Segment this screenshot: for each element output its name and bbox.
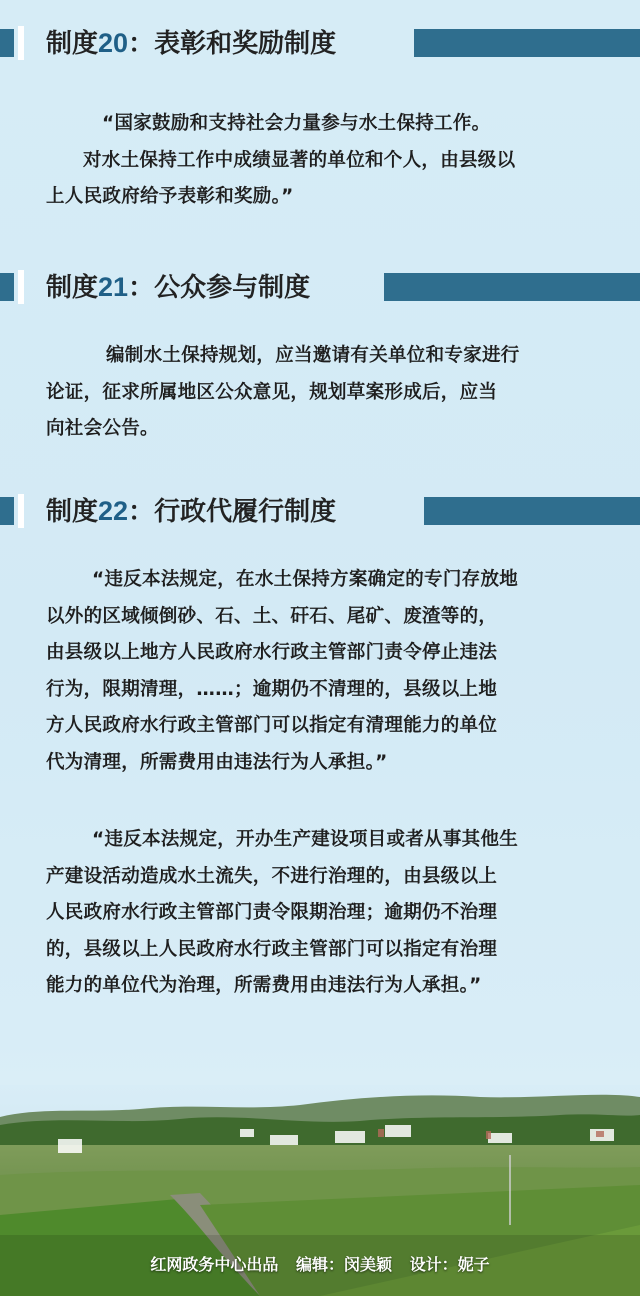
heading-bar-left: [0, 29, 14, 57]
footer-producer: 红网政务中心出品: [150, 1255, 279, 1274]
section-20-title: 制度20：表彰和奖励制度: [46, 28, 337, 59]
section-22-title: 制度22：行政代履行制度: [46, 496, 337, 527]
section-22-paragraph-1: [46, 562, 594, 781]
text-line: 产建设活动造成水土流失，不进行治理的，由县级以上: [46, 865, 498, 887]
text-line: 的，县级以上人民政府水行政主管部门可以指定有治理: [46, 938, 498, 960]
text-line: 行为，限期清理，……；逾期仍不清理的，县级以上地: [46, 678, 498, 700]
heading-bar-left: [0, 273, 14, 301]
footer-editor: 编辑：闵美颖: [295, 1255, 392, 1274]
section-21-text: [46, 338, 594, 448]
text-line: 上人民政府给予表彰和奖励。”: [46, 186, 294, 207]
text-line: 以外的区域倾倒砂、石、土、矸石、尾矿、废渣等的，: [46, 605, 498, 627]
text-line: 向社会公告。: [46, 418, 159, 439]
section-20-text: [46, 106, 594, 216]
heading-bar-divider: [18, 270, 24, 304]
text-line: 人民政府水行政主管部门责令限期治理；逾期仍不治理: [46, 902, 498, 923]
footer-designer: 设计：妮子: [409, 1255, 490, 1274]
heading-bar-right: [414, 29, 640, 57]
section-21-title: 制度21：公众参与制度: [46, 272, 311, 303]
text-line: 能力的单位代为治理，所需费用由违法行为人承担。”: [46, 975, 482, 996]
text-line: 编制水土保持规划，应当邀请有关单位和专家进行: [106, 345, 520, 366]
text-line: “国家鼓励和支持社会力量参与水土保持工作。: [102, 113, 491, 134]
text-line: 方人民政府水行政主管部门可以指定有清理能力的单位: [46, 715, 498, 736]
heading-bar-divider: [18, 26, 24, 60]
text-line: “违反本法规定，在水土保持方案确定的专门存放地: [92, 569, 519, 590]
heading-bar-divider: [18, 494, 24, 528]
text-line: 论证，征求所属地区公众意见，规划草案形成后，应当: [46, 381, 498, 403]
text-line: 对水土保持工作中成绩显著的单位和个人，由县级以: [83, 149, 516, 171]
section-22-heading: [0, 494, 640, 528]
footer-credits: [0, 1252, 640, 1275]
text-line: 代为清理，所需费用由违法行为人承担。”: [46, 751, 388, 773]
section-20-heading: [0, 26, 640, 60]
text-line: “违反本法规定，开办生产建设项目或者从事其他生: [92, 829, 519, 850]
heading-bar-right: [424, 497, 640, 525]
section-21-heading: [0, 270, 640, 304]
heading-bar-left: [0, 497, 14, 525]
text-line: 由县级以上地方人民政府水行政主管部门责令停止违法: [46, 642, 498, 663]
section-22-paragraph-2: [46, 822, 594, 1005]
heading-bar-right: [384, 273, 640, 301]
